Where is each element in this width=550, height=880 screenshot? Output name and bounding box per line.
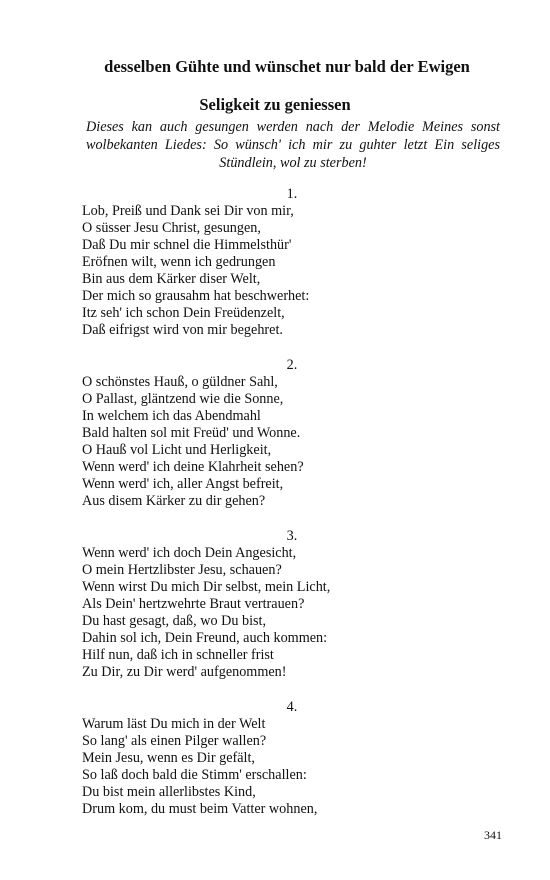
verse-line: O Pallast, gläntzend wie die Sonne, <box>82 391 284 407</box>
verse-line: Bin aus dem Kärker diser Welt, <box>82 271 261 287</box>
verse-line: Wenn wirst Du mich Dir selbst, mein Licht, <box>82 579 331 595</box>
title-line-1: desselben Gühte und wünschet nur bald der Ewigen <box>104 57 470 76</box>
verse-line: So laß doch bald die Stimm' erschallen: <box>82 767 307 783</box>
verse-line: O schönstes Hauß, o güldner Sahl, <box>82 374 278 390</box>
verse-line: In welchem ich das Abendmahl <box>82 408 261 424</box>
verse-line: Mein Jesu, wenn es Dir gefält, <box>82 750 255 766</box>
verse-line: Zu Dir, zu Dir werd' aufgenommen! <box>82 664 287 680</box>
verse-line: Der mich so grausahm hat beschwerhet: <box>82 288 310 304</box>
verse-line: Wenn werd' ich doch Dein Angesicht, <box>82 545 297 561</box>
verse-line: Bald halten sol mit Freüd' und Wonne. <box>82 425 301 441</box>
stanza-4 <box>82 699 502 818</box>
page-number: 341 <box>484 828 502 842</box>
verse-line: Lob, Preiß und Dank sei Dir von mir, <box>82 203 294 219</box>
verse-line: Warum läst Du mich in der Welt <box>82 716 266 732</box>
verse-line: Dahin sol ich, Dein Freund, auch kommen: <box>82 630 328 646</box>
verse-line: Du hast gesagt, daß, wo Du bist, <box>82 613 267 629</box>
verse-line: Daß eifrigst wird von mir begehret. <box>82 322 283 338</box>
stanza-2 <box>82 357 502 510</box>
verse-line: Als Dein' hertzwehrte Braut vertrauen? <box>82 596 305 612</box>
verse-line: O mein Hertzlibster Jesu, schauen? <box>82 562 282 578</box>
verse-line: Du bist mein allerlibstes Kind, <box>82 784 256 800</box>
verse-line: Wenn werd' ich, aller Angst befreit, <box>82 476 284 492</box>
verse-line: Itz seh' ich schon Dein Freüdenzelt, <box>82 305 285 321</box>
verse-line: So lang' als einen Pilger wallen? <box>82 733 267 749</box>
verse-line: O Hauß vol Licht und Herligkeit, <box>82 442 272 458</box>
verse-line: Drum kom, du must beim Vatter wohnen, <box>82 801 318 817</box>
verse-line: Aus disem Kärker zu dir gehen? <box>82 493 266 509</box>
stanza-number: 1. <box>286 186 298 202</box>
stanza-number: 3. <box>286 528 298 544</box>
stanza-number: 2. <box>286 357 298 373</box>
verse-line: Daß Du mir schnel die Himmelsthür' <box>82 237 292 253</box>
verse-line: Eröfnen wilt, wenn ich gedrungen <box>82 254 276 270</box>
stanza-3 <box>82 528 502 681</box>
poem-body <box>82 186 502 836</box>
verse-line: Hilf nun, daß ich in schneller frist <box>82 647 274 663</box>
verse-line: Wenn werd' ich deine Klahrheit sehen? <box>82 459 304 475</box>
stanza-1 <box>82 186 502 339</box>
melody-note: Dieses kan auch gesungen werden nach der Melodie Meines sonst wolbekanten Liedes: So wünsch' ich mir zu guhter letzt Ein seliges Stündlein, wol zu sterben! <box>86 119 500 171</box>
title-line-2: Seligkeit zu geniessen <box>199 95 351 114</box>
verse-line: O süsser Jesu Christ, gesungen, <box>82 220 261 236</box>
stanza-number: 4. <box>286 699 298 715</box>
